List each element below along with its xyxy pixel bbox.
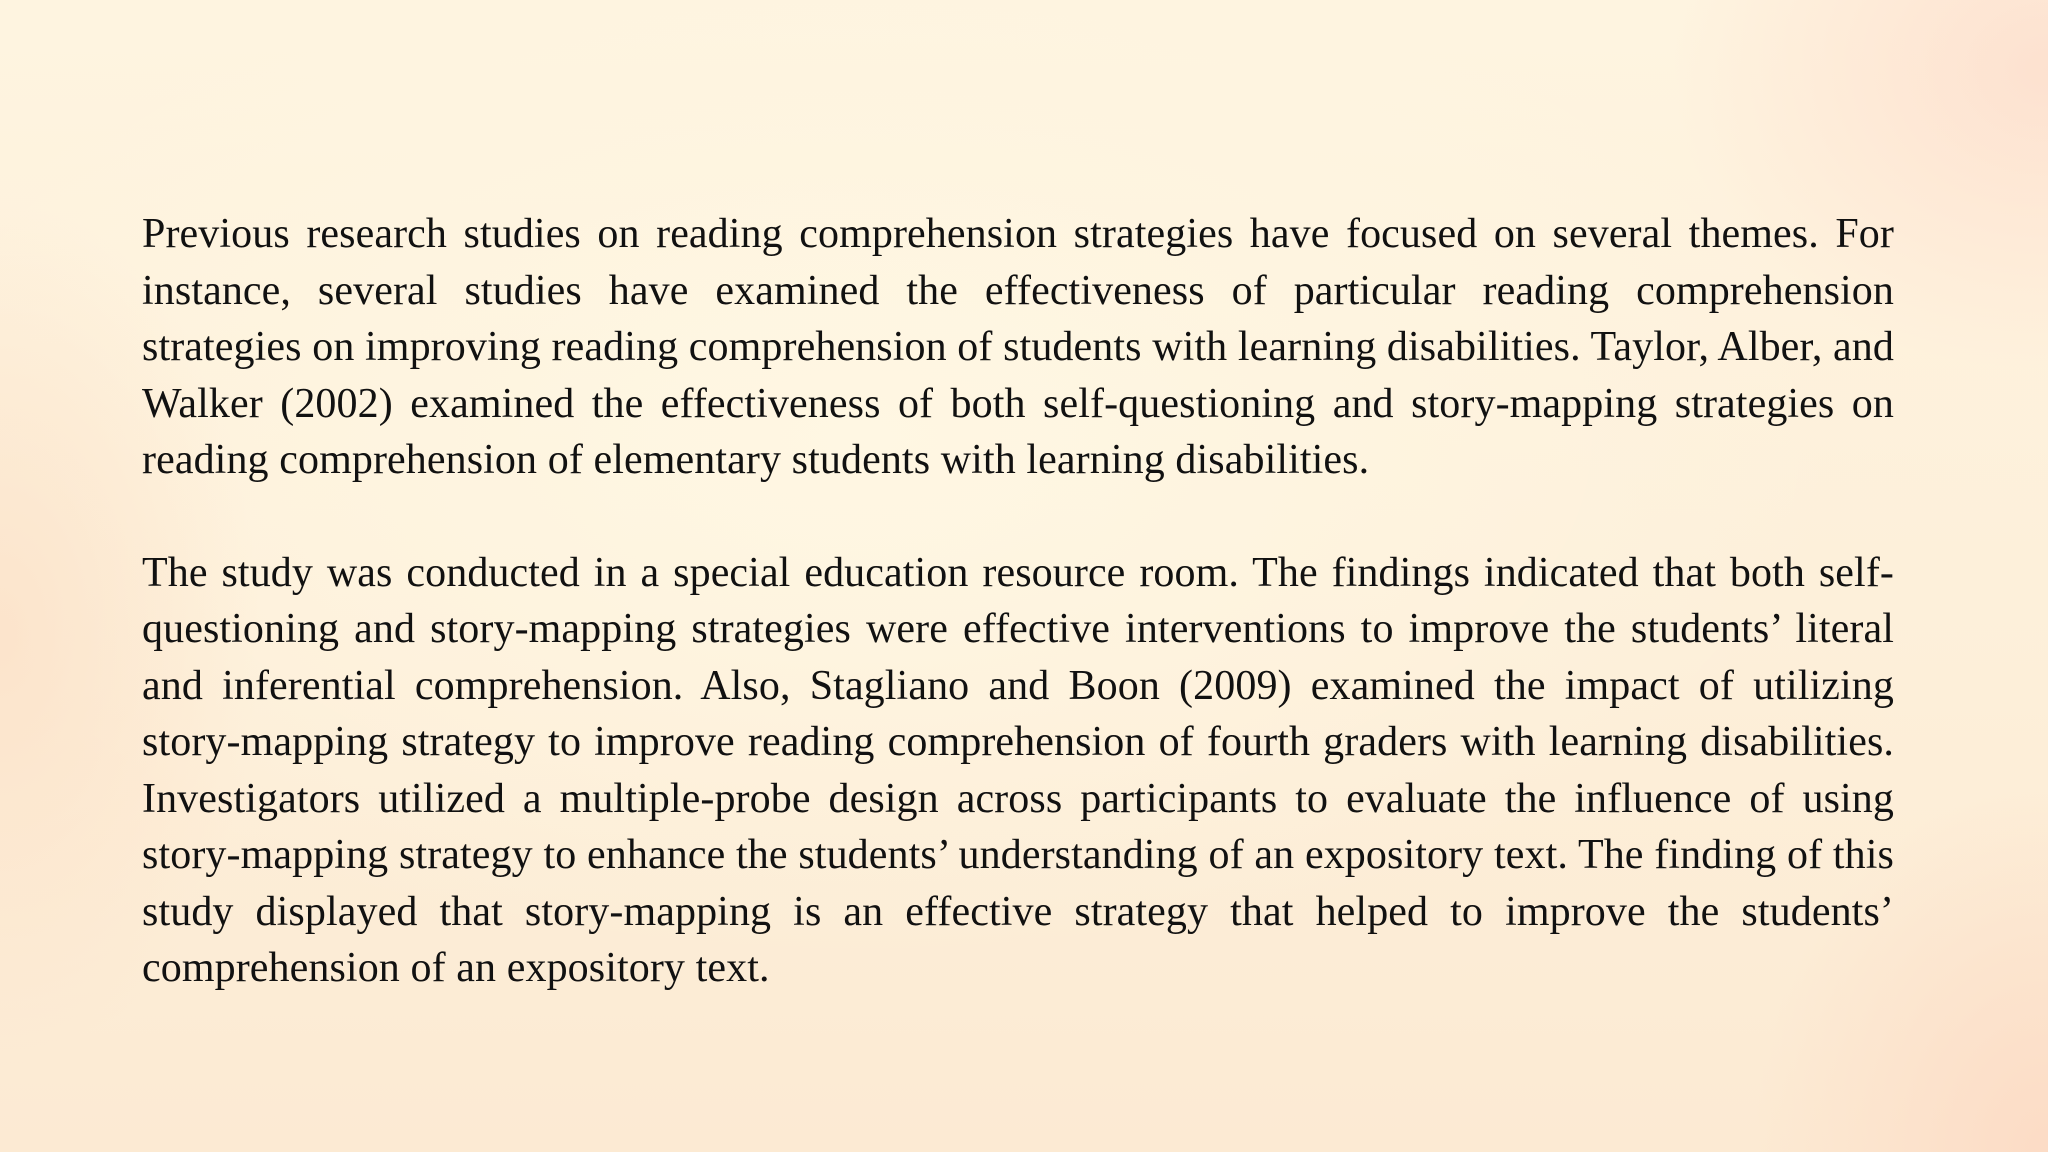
paragraph-research-themes: Previous research studies on reading comprehension strategies have focused on several themes. For instance, several studies have examined the effectiveness of particular reading comprehension strategies on improving reading comprehension of students with learning disabilities. Taylor, Alber, and Walker (2002) examined the effectiveness of both self-questioning and story-mapping strategies on reading comprehension of elementary students with learning disabilities. [142,211,1894,483]
slide-body [142,206,1894,997]
paragraph-study-findings: The study was conducted in a special education resource room. The findings indicated that both self-questioning and story-mapping strategies were effective interventions to improve the students’ literal and inferential comprehension. Also, Stagliano and Boon (2009) examined the impact of utilizing story-mapping strategy to improve reading comprehension of fourth graders with learning disabilities. Investigators utilized a multiple-probe design across participants to evaluate the influence of using story-mapping strategy to enhance the students’ understanding of an expository text. The finding of this study displayed that story-mapping is an effective strategy that helped to improve the students’ comprehension of an expository text. [142,549,1894,991]
